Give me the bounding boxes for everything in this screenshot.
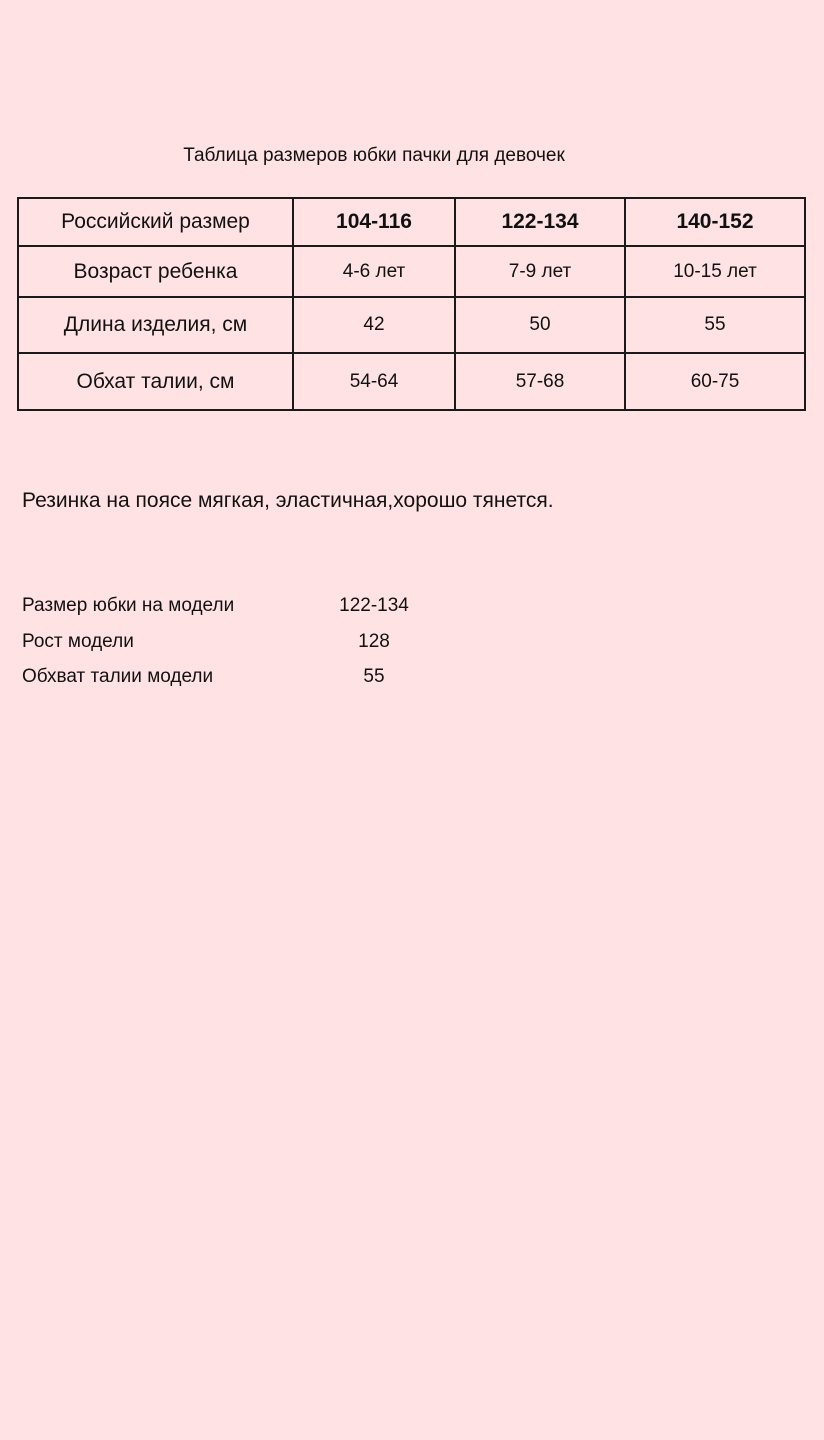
table-cell: 7-9 лет	[455, 246, 625, 297]
row-label-age: Возраст ребенка	[18, 246, 293, 297]
model-info-label: Обхват талии модели	[22, 666, 214, 687]
size-header: 104-116	[293, 198, 455, 246]
table-cell: 60-75	[625, 353, 805, 410]
model-info-label: Размер юбки на модели	[22, 595, 235, 616]
model-info-label: Рост модели	[22, 631, 134, 652]
table-cell: 54-64	[293, 353, 455, 410]
model-info-value: 55	[363, 666, 385, 687]
table-cell: 50	[455, 297, 625, 353]
table-row	[18, 353, 805, 410]
table-cell: 4-6 лет	[293, 246, 455, 297]
header-label: Российский размер	[18, 198, 293, 246]
size-header: 140-152	[625, 198, 805, 246]
size-table	[17, 197, 806, 411]
row-label-waist: Обхат талии, см	[18, 353, 293, 410]
table-row	[18, 297, 805, 353]
table-cell: 10-15 лет	[625, 246, 805, 297]
table-cell: 57-68	[455, 353, 625, 410]
table-row	[18, 246, 805, 297]
size-header: 122-134	[455, 198, 625, 246]
elastic-note: Резинка на поясе мягкая, эластичная,хорошо тянется.	[22, 489, 554, 512]
model-info-value: 122-134	[339, 595, 409, 616]
table-cell: 55	[625, 297, 805, 353]
row-label-length: Длина изделия, см	[18, 297, 293, 353]
model-info-value: 128	[358, 631, 390, 652]
table-header-row	[18, 198, 805, 246]
table-cell: 42	[293, 297, 455, 353]
page-title: Таблица размеров юбки пачки для девочек	[183, 145, 565, 166]
